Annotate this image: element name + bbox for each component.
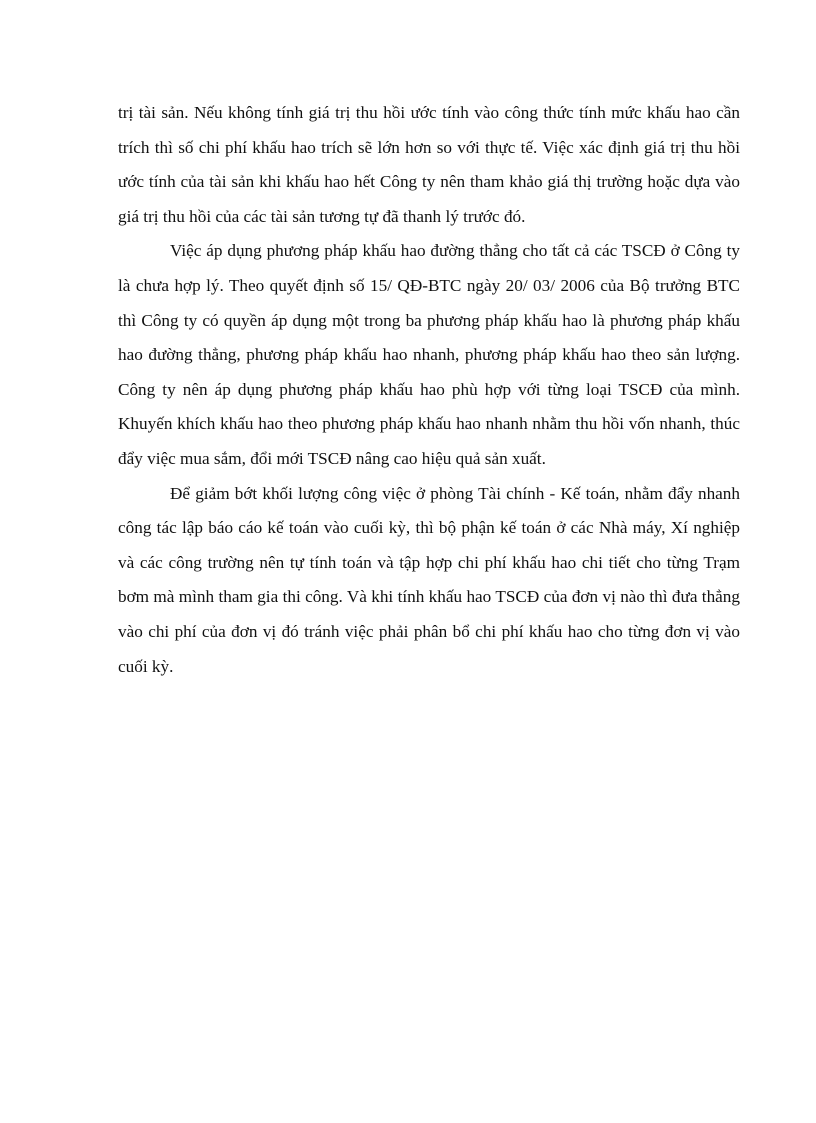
paragraph-continued: trị tài sản. Nếu không tính giá trị thu hồi ước tính vào công thức tính mức khấu hao cần trích thì số chi phí khấu hao trích sẽ lớn hơn so với thực tế. Việc xác định giá trị thu hồi ước tính của tài sản khi khấu hao hết Công ty nên tham khảo giá thị trường hoặc dựa vào giá trị thu hồi của các tài sản tương tự đã thanh lý trước đó.: [118, 103, 740, 226]
paragraph-depreciation-method: Việc áp dụng phương pháp khấu hao đường thẳng cho tất cả các TSCĐ ở Công ty là chưa hợp lý. Theo quyết định số 15/ QĐ-BTC ngày 20/ 03/ 2006 của Bộ trưởng BTC thì Công ty có quyền áp dụng một trong ba phương pháp khấu hao là phương pháp khấu hao đường thẳng, phương pháp khấu hao nhanh, phương pháp khấu hao theo sản lượng. Công ty nên áp dụng phương pháp khấu hao phù hợp với từng loại TSCĐ của mình. Khuyến khích khấu hao theo phương pháp khấu hao nhanh nhằm thu hồi vốn nhanh, thúc đẩy việc mua sắm, đổi mới TSCĐ nâng cao hiệu quả sản xuất.: [118, 241, 740, 468]
paragraph-workload-reduction: Để giảm bớt khối lượng công việc ở phòng Tài chính - Kế toán, nhằm đẩy nhanh công tác lập báo cáo kế toán vào cuối kỳ, thì bộ phận kế toán ở các Nhà máy, Xí nghiệp và các công trường nên tự tính toán và tập hợp chi phí khấu hao chi tiết cho từng Trạm bơm mà mình tham gia thi công. Và khi tính khấu hao TSCĐ của đơn vị nào thì đưa thẳng vào chi phí của đơn vị đó tránh việc phải phân bổ chi phí khấu hao cho từng đơn vị vào cuối kỳ.: [118, 483, 740, 676]
document-page: [118, 96, 740, 684]
